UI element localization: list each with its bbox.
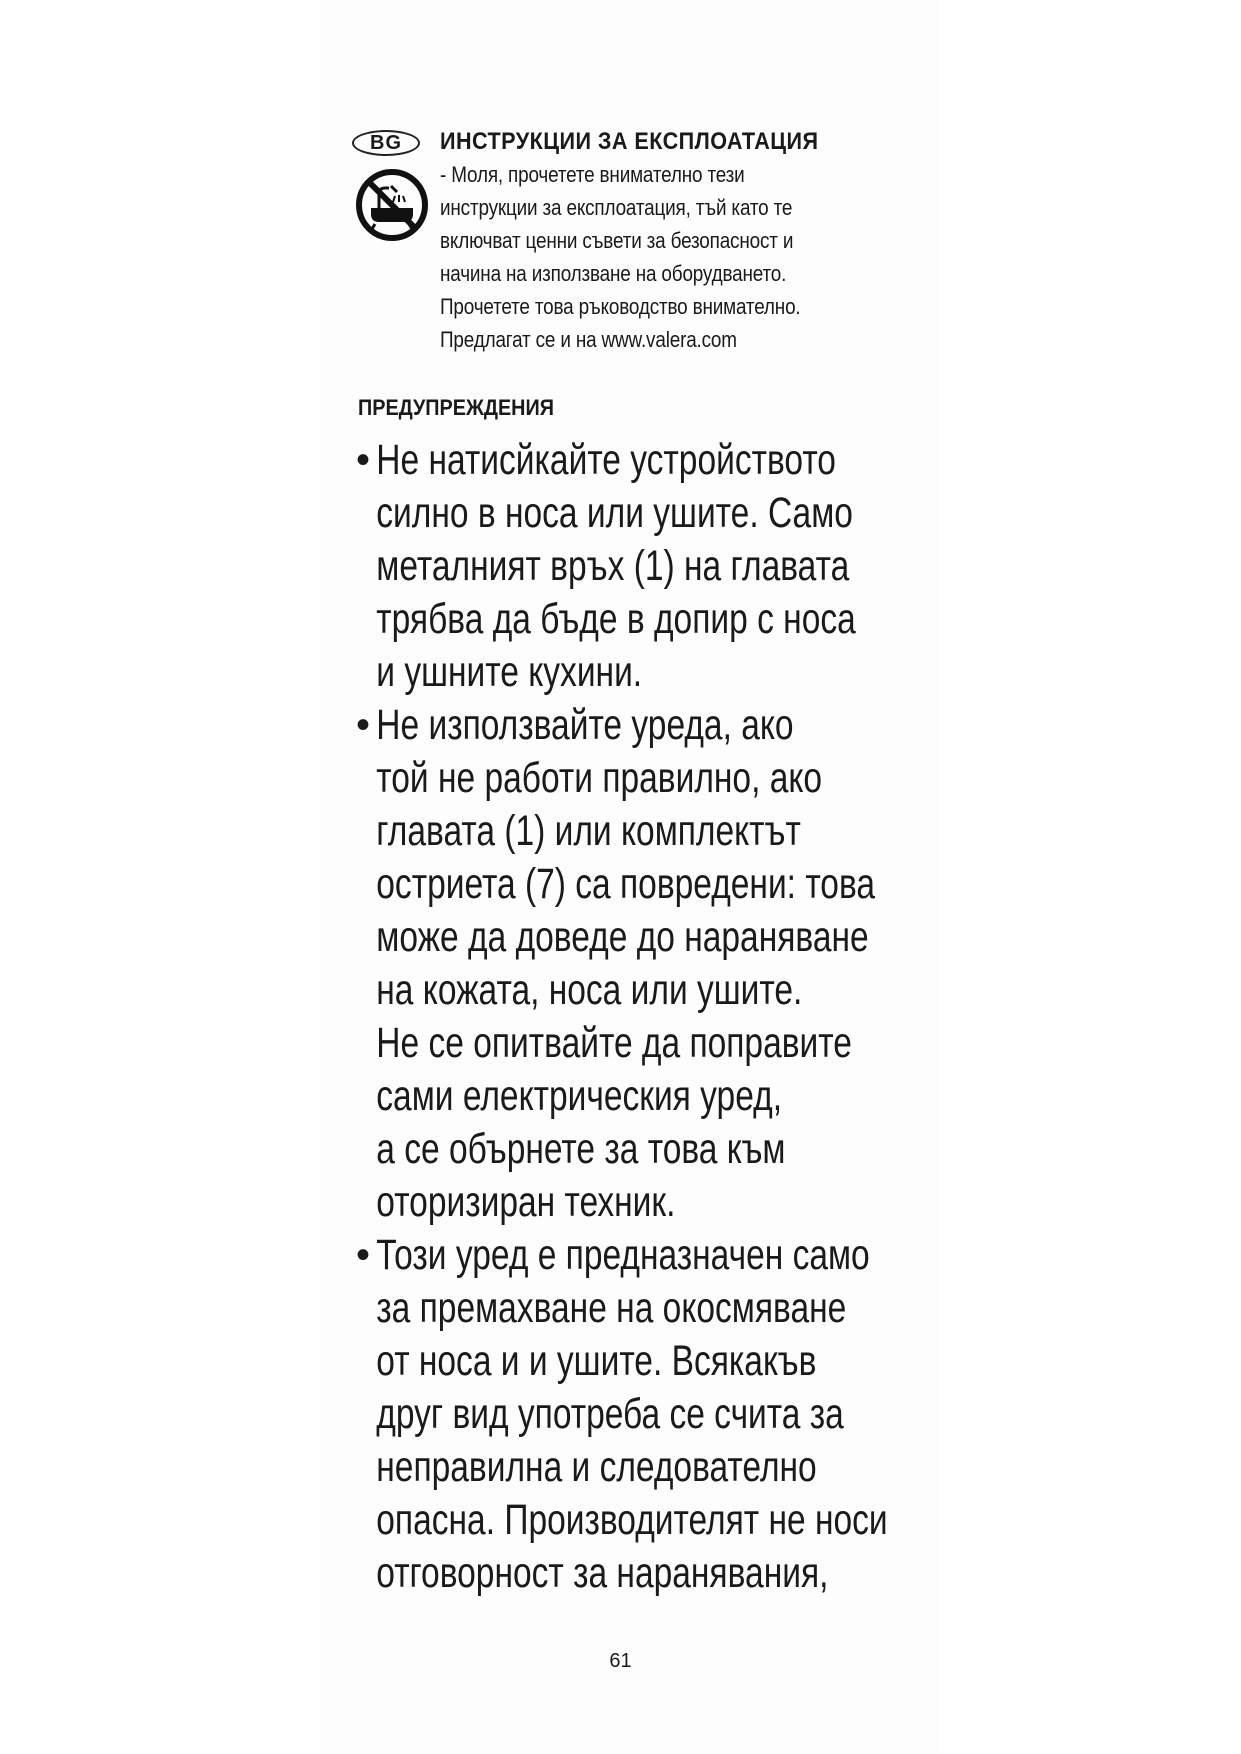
bullet-icon: • (356, 1233, 371, 1277)
intro-line: инструкции за експлоатация, тъй като те (440, 195, 793, 220)
warning-item-3 (356, 1229, 896, 1600)
page-number: 61 (609, 1650, 632, 1672)
warning-line: за премахване на окосмяване (376, 1284, 847, 1332)
language-badge: BG (352, 130, 420, 156)
warning-line: от носа и и ушите. Всякакъв (376, 1337, 817, 1385)
warnings-heading: ПРЕДУПРЕЖДЕНИЯ (358, 395, 554, 420)
intro-line: Прочетете това ръководство внимателно. (440, 294, 801, 319)
warning-line: и ушните кухини. (376, 648, 643, 696)
warning-line: той не работи правилно, ако (376, 754, 823, 802)
warning-text (356, 1229, 896, 1600)
warning-line: главата (1) или комплектът (376, 807, 801, 855)
warning-line: металният връх (1) на главата (376, 542, 850, 590)
warning-text (356, 434, 896, 699)
warning-line: Не се опитвайте да поправите (376, 1019, 852, 1067)
warning-line: опасна. Производителят не носи (376, 1496, 888, 1544)
warning-line: а се обърнете за това към (376, 1125, 786, 1173)
bullet-icon: • (356, 703, 371, 747)
warning-line: може да доведе до нараняване (376, 913, 869, 961)
warning-line: трябва да бъде в допир с носа (376, 595, 856, 643)
warning-line: оторизиран техник. (376, 1178, 676, 1226)
no-bath-icon (355, 168, 429, 242)
intro-line: - Моля, прочетете внимателно тези (440, 162, 745, 187)
warning-text (356, 699, 896, 1229)
bullet-icon: • (356, 438, 371, 482)
page-title: ИНСТРУКЦИИ ЗА ЕКСПЛОАТАЦИЯ (440, 128, 819, 155)
warning-line: Този уред е предназначен само (376, 1231, 870, 1279)
warning-item-1 (356, 434, 896, 699)
intro-line-link: Предлагат се и на www.valera.com (440, 327, 737, 352)
intro-line: начина на използване на оборудването. (440, 261, 787, 286)
warning-line: друг вид употреба се счита за (376, 1390, 844, 1438)
warning-line: остриета (7) са повредени: това (376, 860, 876, 908)
intro-line: включват ценни съвети за безопасност и (440, 228, 794, 253)
intro-paragraph (440, 158, 892, 356)
warnings-list (356, 434, 896, 1600)
warning-line: силно в носа или ушите. Само (376, 489, 853, 537)
warning-line: на кожата, носа или ушите. (376, 966, 803, 1014)
warning-item-2 (356, 699, 896, 1229)
warning-line: неправилна и следователно (376, 1443, 817, 1491)
warning-line: сами електрическия уред, (376, 1072, 783, 1120)
warning-line: отговорност за наранявания, (376, 1549, 829, 1597)
warning-line: Не натисйкайте устройството (376, 436, 836, 484)
header-text-block (440, 126, 892, 356)
warning-line: Не използвайте уреда, ако (376, 701, 794, 749)
